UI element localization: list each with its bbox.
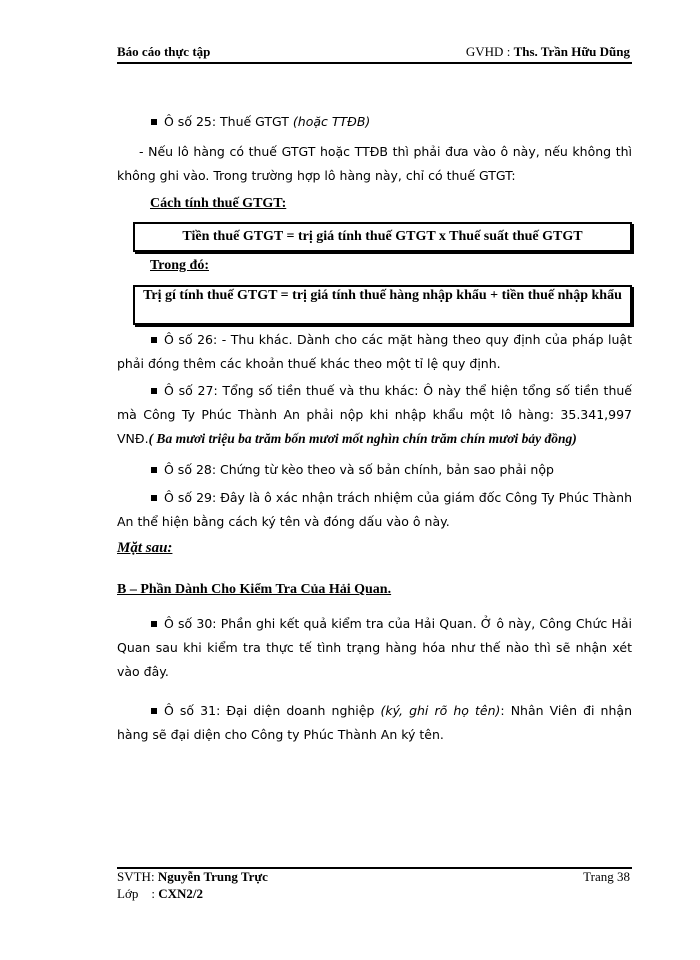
formula-box-2: Trị gí tính thuế GTGT = trị giá tính thuế hàng nhập khẩu + tiền thuế nhập khẩu xyxy=(133,285,632,325)
bullet-icon xyxy=(151,388,157,394)
paragraph-o28: Ô số 28: Chứng từ kèo theo và số bản chính, bản sao phải nộp xyxy=(117,458,632,482)
bullet-icon xyxy=(151,621,157,627)
supervisor-name: Ths. Trần Hữu Dũng xyxy=(513,44,630,59)
bullet-icon xyxy=(151,119,157,125)
paragraph-o25: Ô số 25: Thuế GTGT (hoặc TTĐB) xyxy=(117,110,632,134)
footer-lop: Lớp : CXN2/2 xyxy=(117,886,203,901)
paragraph-o27: Ô số 27: Tổng số tiền thuế và thu khác: Ô này thể hiện tổng số tiền thuế mà Công Ty Phúc Thành An phải nộp khi nhập khẩu một lô hàng: 35.341,997 VNĐ.( Ba mươi triệu ba trăm bốn mươi mốt nghìn chín trăm chín mươi bảy đồng) xyxy=(117,383,632,446)
paragraph-o31: Ô số 31: Đại diện doanh nghiệp (ký, ghi rõ họ tên): Nhân Viên đi nhận hàng sẽ đại diện cho Công ty Phúc Thành An ký tên. xyxy=(117,703,632,742)
heading-section-b: B – Phần Dành Cho Kiểm Tra Của Hải Quan. xyxy=(117,582,392,597)
footer-svth: SVTH: Nguyễn Trung Trực Trang 38 xyxy=(117,869,630,884)
class-code: CXN2/2 xyxy=(158,886,203,901)
heading-trong-do: Trong đó: xyxy=(150,258,209,273)
student-name: Nguyễn Trung Trực xyxy=(157,869,268,884)
paragraph-o26: Ô số 26: - Thu khác. Dành cho các mặt hàng theo quy định của pháp luật phải đóng thêm các khoản thuế khác theo một tỉ lệ quy định. xyxy=(117,332,632,371)
header-left: Báo cáo thực tập xyxy=(117,44,211,59)
paragraph-o29: Ô số 29: Đây là ô xác nhận trách nhiệm của giám đốc Công Ty Phúc Thành An thể hiện bằng cách ký tên và đóng dấu vào ô này. xyxy=(117,490,632,529)
paragraph-o30: Ô số 30: Phần ghi kết quả kiểm tra của Hải Quan. Ở ô này, Công Chức Hải Quan sau khi kiểm tra thực tế tình trạng hàng hóa như thế nào thì sẽ nhận xét vào đây. xyxy=(117,616,632,679)
heading-mat-sau: Mặt sau: xyxy=(117,540,173,556)
page-footer xyxy=(117,867,632,903)
page-header xyxy=(117,42,632,64)
heading-cach-tinh: Cách tính thuế GTGT: xyxy=(150,196,287,211)
bullet-icon xyxy=(151,337,157,343)
bullet-icon xyxy=(151,467,157,473)
formula-box-1: Tiền thuế GTGT = trị giá tính thuế GTGT x Thuế suất thuế GTGT xyxy=(133,222,632,252)
page-number: Trang 38 xyxy=(583,869,630,884)
paragraph-gtgt-note: - Nếu lô hàng có thuế GTGT hoặc TTĐB thì phải đưa vào ô này, nếu không thì không ghi vào. Trong trường hợp lô hàng này, chỉ có thuế GTGT: xyxy=(117,144,632,183)
bullet-icon xyxy=(151,708,157,714)
header-right: GVHD : Ths. Trần Hữu Dũng xyxy=(465,44,630,59)
bullet-icon xyxy=(151,495,157,501)
